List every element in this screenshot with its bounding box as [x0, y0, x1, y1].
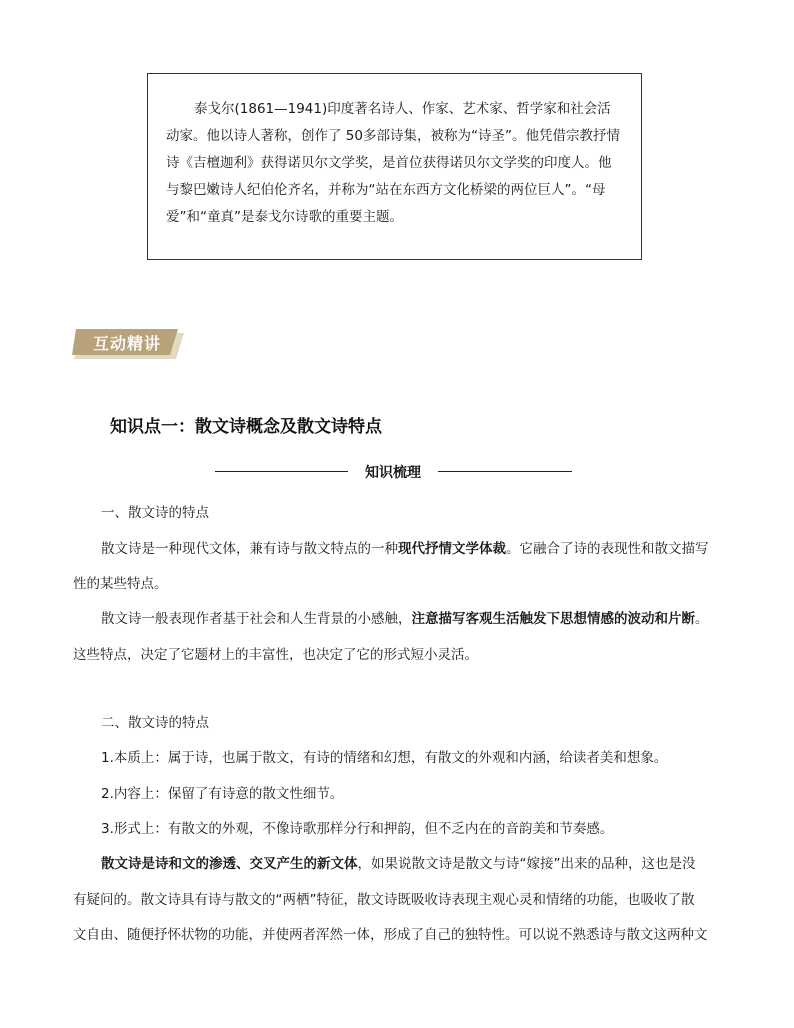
part2-item3: 3.形式上：有散文的外观，不像诗歌那样分行和押韵，但不乏内在的音韵美和节奏感。 [101, 821, 614, 837]
divider-left [215, 471, 348, 472]
p2-a: 散文诗一般表现作者基于社会和人生背景的小感触， [101, 611, 412, 627]
part2-item2: 2.内容上：保留了有诗意的散文性细节。 [101, 786, 344, 802]
divider-right [438, 471, 572, 472]
p1-b: 现代抒情文学体裁 [398, 541, 506, 557]
section-title: 知识点一：散文诗概念及散文诗特点 [110, 417, 382, 437]
p3-b: 有疑问的。散文诗具有诗与散文的“两栖”特征，散文诗既吸收诗表现主观心灵和情绪的功能，也吸收了散 [73, 892, 695, 908]
p1-c: 。它融合了诗的表现性和散文描写 [506, 541, 709, 557]
part2-p3-line1 [73, 854, 721, 874]
part2-item1: 1.本质上：属于诗，也属于散文，有诗的情绪和幻想，有散文的外观和内涵，给读者美和想象。 [101, 750, 668, 766]
p3-c: 文自由、随便抒怀状物的功能，并使两者浑然一体，形成了自己的独特性。可以说不熟悉诗与散文这两种文 [73, 927, 708, 943]
p2-b: 注意描写客观生活触发下思想情感的波动和片断 [411, 611, 695, 627]
p3-bold: 散文诗是诗和文的渗透、交叉产生的新文体 [101, 856, 358, 872]
part1-p1-line1 [73, 539, 721, 559]
p1-d: 性的某些特点。 [73, 576, 168, 592]
section-banner [72, 329, 184, 359]
p3-a: ，如果说散文诗是散文与诗“嫁接”出来的品种，这也是没 [357, 856, 696, 872]
p1-a: 散文诗是一种现代文体，兼有诗与散文特点的一种 [101, 541, 398, 557]
p2-d: 这些特点，决定了它题材上的丰富性，也决定了它的形式短小灵活。 [73, 647, 478, 663]
intro-text: 泰戈尔(1861—1941)印度著名诗人、作家、艺术家、哲学家和社会活动家。他以诗人著称，创作了 50多部诗集，被称为“诗圣”。他凭借宗教抒情诗《吉檀迦利》获得诺贝尔文学奖，是首位获得诺贝尔文学奖的印度人。他与黎巴嫩诗人纪伯伦齐名，并称为“站在东西方文化桥梁的两位巨人”。“母爱”和“童真”是泰戈尔诗歌的重要主题。 [166, 101, 620, 225]
banner-label: 互动精讲 [92, 334, 161, 353]
part1-p2-line1 [73, 609, 721, 629]
intro-box [147, 73, 642, 260]
part2-heading: 二、散文诗的特点 [101, 715, 209, 731]
part1-heading: 一、散文诗的特点 [101, 505, 209, 521]
p2-c: 。 [695, 611, 709, 627]
divider-title: 知识梳理 [365, 465, 421, 481]
